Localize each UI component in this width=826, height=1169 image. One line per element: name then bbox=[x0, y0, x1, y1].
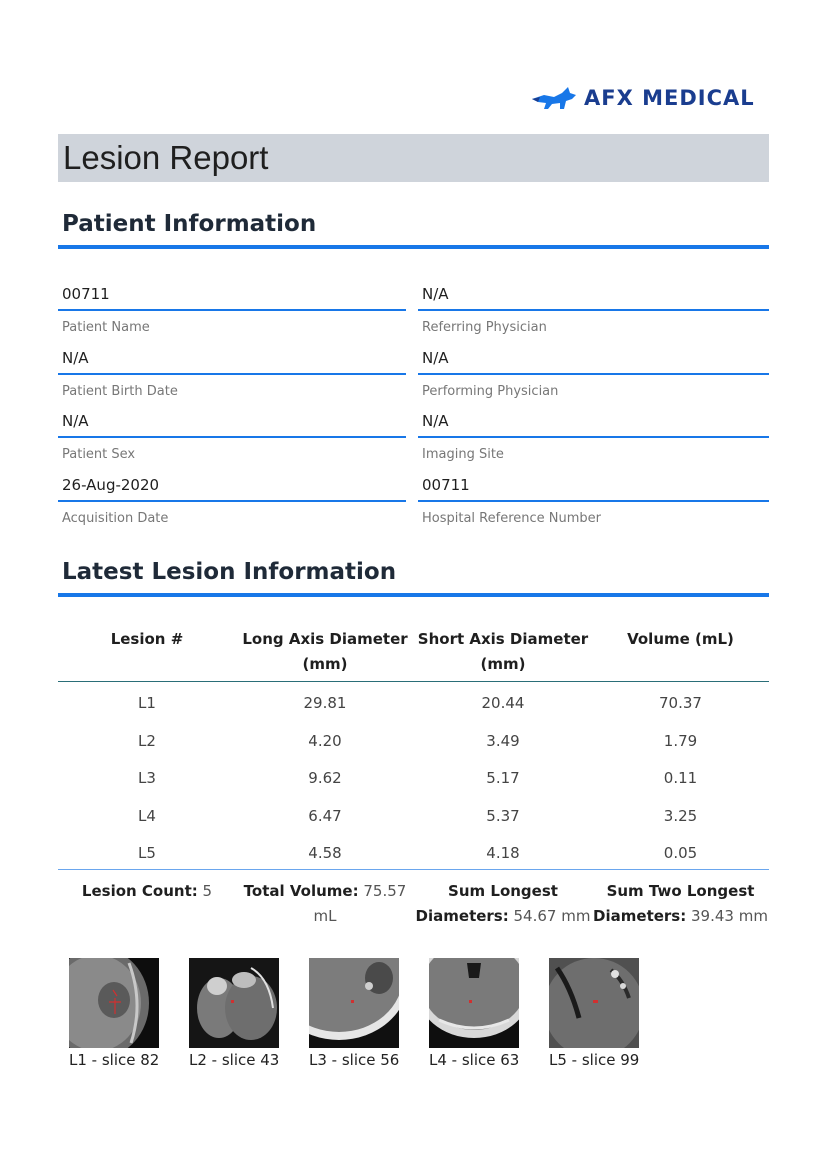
field-value: N/A bbox=[422, 349, 449, 367]
cell-long-axis: 9.62 bbox=[308, 769, 342, 787]
field-value: N/A bbox=[62, 412, 89, 430]
field-underline bbox=[418, 436, 769, 438]
sum-two-longest-summary bbox=[592, 879, 769, 929]
cell-long-axis: 4.58 bbox=[308, 844, 342, 862]
field-value: N/A bbox=[422, 412, 449, 430]
cell-lesion-id: L1 bbox=[138, 694, 156, 712]
field-underline bbox=[58, 309, 406, 311]
cell-long-axis: 6.47 bbox=[308, 807, 342, 825]
field-underline bbox=[58, 436, 406, 438]
patient-sex-field bbox=[58, 410, 406, 462]
sum-longest-summary bbox=[414, 879, 592, 929]
field-label: Patient Name bbox=[62, 320, 150, 335]
lesion-section-title: Latest Lesion Information bbox=[62, 559, 397, 585]
field-value: N/A bbox=[422, 285, 449, 303]
table-footer-divider bbox=[58, 869, 769, 870]
summary-label: Sum Longest Diameters: bbox=[415, 882, 558, 925]
report-title: Lesion Report bbox=[63, 139, 269, 176]
lesion-thumbnail-l4[interactable] bbox=[429, 958, 519, 1048]
field-underline bbox=[418, 500, 769, 502]
field-underline bbox=[418, 309, 769, 311]
field-label: Hospital Reference Number bbox=[422, 511, 601, 526]
referring-physician-field bbox=[418, 283, 769, 335]
lesion-thumbnail-l3[interactable] bbox=[309, 958, 399, 1048]
field-label: Patient Sex bbox=[62, 447, 136, 462]
brand-logo bbox=[530, 84, 755, 112]
thumbnail-caption: L4 - slice 63 bbox=[429, 1051, 520, 1069]
cell-volume: 70.37 bbox=[659, 694, 702, 712]
summary-value: 54.67 mm bbox=[513, 907, 591, 925]
cell-short-axis: 20.44 bbox=[481, 694, 525, 712]
lesion-section-rule bbox=[58, 593, 769, 597]
imaging-site-field bbox=[418, 410, 769, 462]
cell-volume: 0.11 bbox=[663, 769, 698, 787]
acquisition-date-field bbox=[58, 474, 406, 526]
cell-short-axis: 3.49 bbox=[486, 732, 520, 750]
lesion-thumbnail-l2[interactable] bbox=[189, 958, 279, 1048]
field-value: 26-Aug-2020 bbox=[62, 476, 160, 494]
summary-label: Total Volume: bbox=[243, 882, 359, 900]
thumbnail-caption: L2 - slice 43 bbox=[189, 1051, 280, 1069]
thumbnail-caption: L5 - slice 99 bbox=[549, 1051, 640, 1069]
patient-birth-date-field bbox=[58, 347, 406, 399]
lesion-thumbnail-l1[interactable] bbox=[69, 958, 159, 1048]
report-title-bar bbox=[58, 134, 769, 182]
cell-long-axis: 4.20 bbox=[308, 732, 342, 750]
cell-volume: 3.25 bbox=[663, 807, 698, 825]
field-underline bbox=[418, 373, 769, 375]
cell-lesion-id: L4 bbox=[138, 807, 156, 825]
summary-value: 5 bbox=[202, 882, 213, 900]
patient-section-rule bbox=[58, 245, 769, 249]
summary-label: Lesion Count: bbox=[81, 882, 198, 900]
header-long-axis: Long Axis Diameter (mm) bbox=[242, 630, 408, 673]
cell-short-axis: 5.37 bbox=[486, 807, 520, 825]
header-lesion-number: Lesion # bbox=[110, 630, 184, 648]
thumbnail-caption: L3 - slice 56 bbox=[309, 1051, 400, 1069]
cell-volume: 1.79 bbox=[663, 732, 698, 750]
fox-icon bbox=[530, 85, 578, 111]
summary-value: 75.57 mL bbox=[313, 882, 407, 925]
brand-name: AFX MEDICAL bbox=[584, 86, 755, 110]
field-label: Performing Physician bbox=[422, 384, 559, 399]
field-value: N/A bbox=[62, 349, 89, 367]
summary-label: Sum Two Longest Diameters: bbox=[593, 882, 755, 925]
patient-name-field bbox=[58, 283, 406, 335]
cell-lesion-id: L3 bbox=[138, 769, 156, 787]
field-label: Imaging Site bbox=[422, 447, 504, 462]
field-label: Acquisition Date bbox=[62, 511, 169, 526]
total-volume-summary bbox=[232, 879, 418, 929]
summary-value: 39.43 mm bbox=[691, 907, 768, 925]
cell-long-axis: 29.81 bbox=[303, 694, 347, 712]
table-header-divider bbox=[58, 681, 769, 682]
field-value: 00711 bbox=[422, 476, 470, 494]
header-short-axis: Short Axis Diameter (mm) bbox=[417, 630, 589, 673]
hospital-reference-field bbox=[418, 474, 769, 526]
field-underline bbox=[58, 500, 406, 502]
lesion-thumbnail-l5[interactable] bbox=[549, 958, 639, 1048]
cell-lesion-id: L2 bbox=[138, 732, 156, 750]
field-label: Referring Physician bbox=[422, 320, 547, 335]
field-underline bbox=[58, 373, 406, 375]
field-value: 00711 bbox=[62, 285, 110, 303]
header-volume: Volume (mL) bbox=[627, 630, 734, 648]
cell-short-axis: 5.17 bbox=[486, 769, 520, 787]
cell-lesion-id: L5 bbox=[138, 844, 156, 862]
thumbnail-caption: L1 - slice 82 bbox=[69, 1051, 160, 1069]
cell-short-axis: 4.18 bbox=[486, 844, 520, 862]
field-label: Patient Birth Date bbox=[62, 384, 178, 399]
patient-section-title: Patient Information bbox=[62, 211, 317, 237]
cell-volume: 0.05 bbox=[663, 844, 698, 862]
performing-physician-field bbox=[418, 347, 769, 399]
lesion-count-summary bbox=[58, 879, 236, 904]
